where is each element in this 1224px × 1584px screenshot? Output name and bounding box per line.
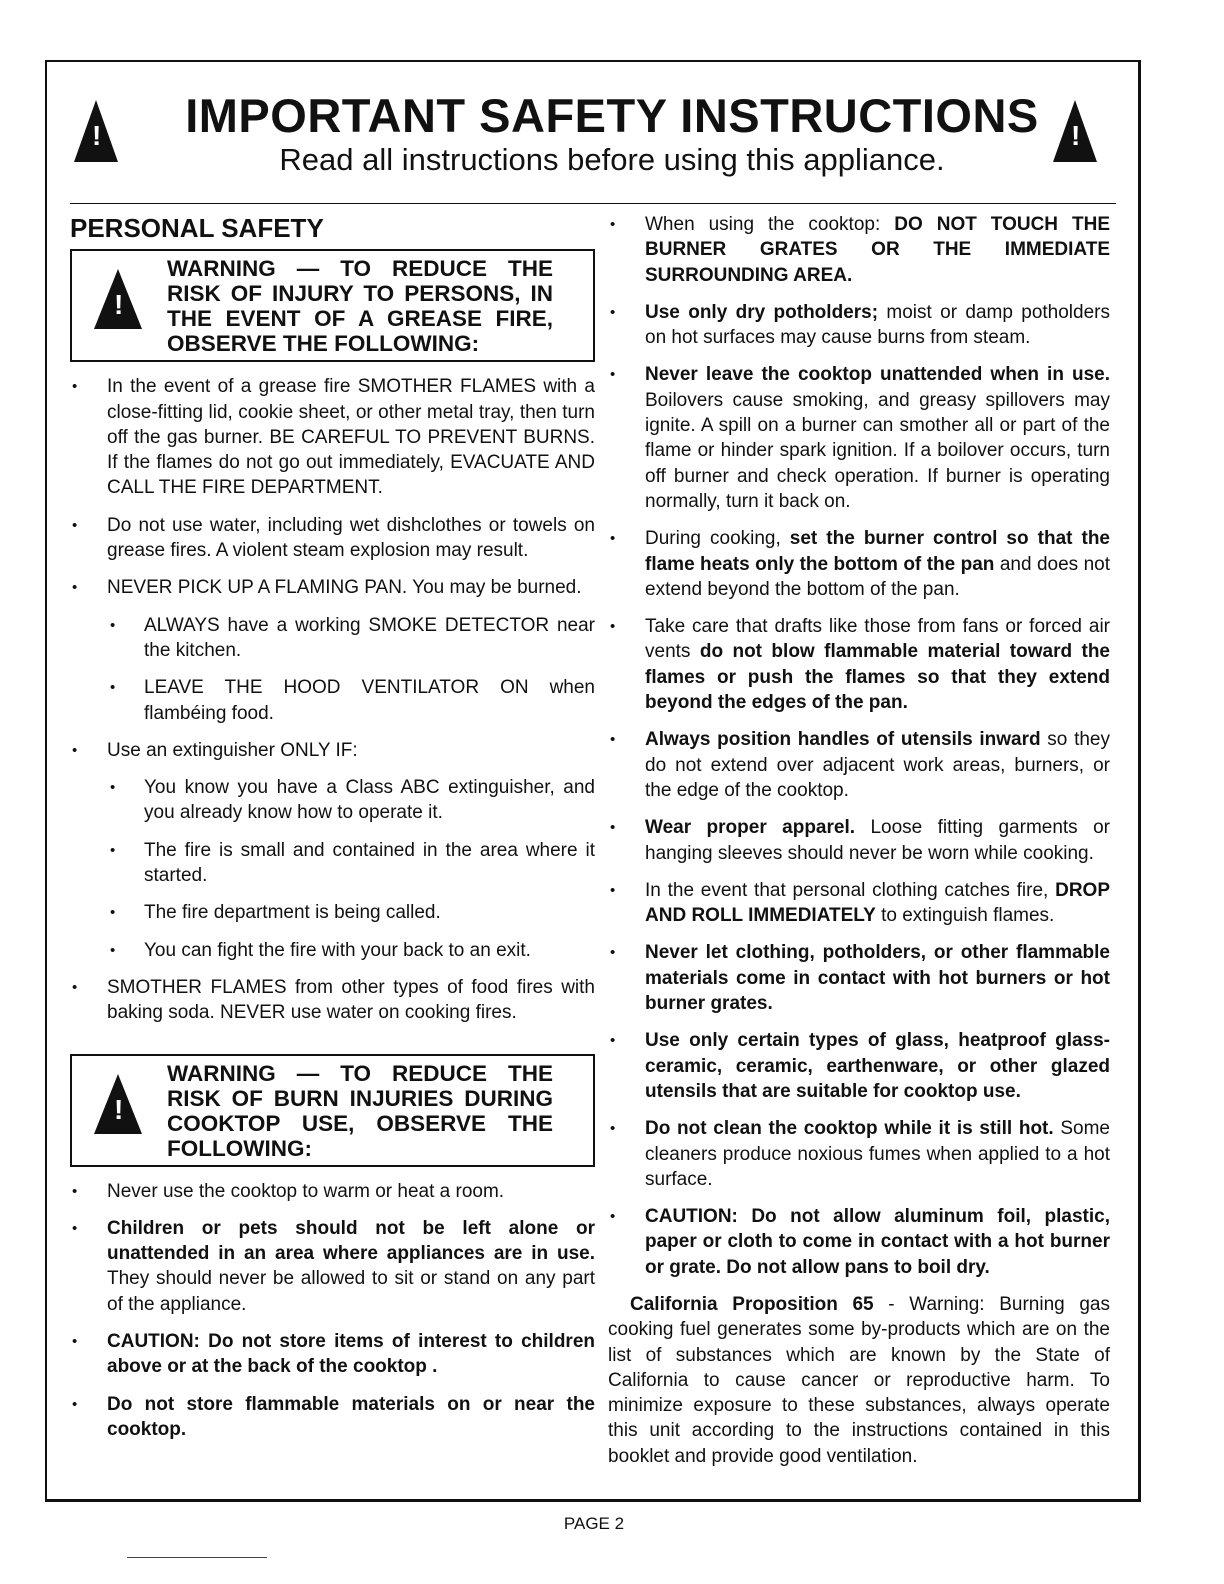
page-number: PAGE 2	[563, 1514, 625, 1533]
bold-text: DO NOT TOUCH THE BURNER GRATES OR THE IMMEDIATE SURROUNDING AREA.	[645, 214, 1110, 286]
bold-text: Children or pets should not be left alone or unattended in an area where appliances are in use.	[107, 1217, 595, 1265]
bold-text: Always position handles of utensils inward	[645, 729, 1041, 751]
text: In the event that personal clothing catches fire,	[645, 879, 1056, 901]
list-item	[608, 212, 1110, 288]
list-item	[70, 675, 595, 726]
text: You know you have a Class ABC extinguisher, and you already know how to operate it.	[144, 777, 595, 824]
warning-triangle-icon: !	[94, 269, 142, 329]
text: and does not extend beyond the bottom of the pan.	[645, 553, 1111, 600]
text: You can fight the fire with your back to an exit.	[144, 939, 531, 961]
text: The fire is small and contained in the area where it started.	[144, 839, 595, 887]
text: Use an extinguisher ONLY IF:	[107, 739, 358, 761]
warning-box-burn-injuries	[70, 1054, 595, 1167]
list-item	[70, 775, 595, 826]
list-item	[70, 1179, 595, 1204]
prop65-paragraph	[608, 1292, 1110, 1469]
list-item	[70, 900, 595, 925]
list-item	[70, 575, 595, 600]
bold-text: DROP AND ROLL IMMEDIATELY	[645, 879, 1110, 927]
text: The fire department is being called.	[144, 902, 441, 924]
list-item	[608, 614, 1110, 715]
text: Do not use water, including wet dishclothes or towels on grease fires. A violent steam explosion may result.	[107, 514, 595, 562]
bold-text: Wear proper apparel.	[645, 817, 856, 839]
bold-text: Use only dry potholders;	[645, 301, 879, 323]
bold-text: CAUTION: Do not store items of interest to children above or at the back of the cooktop .	[107, 1331, 595, 1378]
page-subtitle: Read all instructions before using this appliance.	[279, 142, 945, 177]
left-column	[70, 213, 595, 1454]
text: Take care that drafts like those from fans or forced air vents	[645, 616, 1110, 663]
text: They should never be allowed to sit or stand on any part of the appliance.	[107, 1268, 595, 1315]
bullet-list	[608, 212, 1110, 1280]
text: to extinguish flames.	[875, 905, 1055, 927]
text: SMOTHER FLAMES from other types of food fires with baking soda. NEVER use water on cooking fires.	[107, 976, 595, 1024]
page-title: IMPORTANT SAFETY INSTRUCTIONS	[185, 89, 1039, 142]
list-item	[608, 727, 1110, 803]
list-item	[70, 838, 595, 889]
list-item	[608, 362, 1110, 514]
list-item	[70, 738, 595, 763]
blue-line	[127, 1557, 267, 1558]
list-item	[70, 1216, 595, 1317]
bold-text: Use only certain types of glass, heatproof glass-ceramic, ceramic, earthenware, or other glazed utensils that are suitable for cooktop use.	[645, 1030, 1110, 1102]
list-item	[70, 1392, 595, 1443]
list-item	[608, 815, 1110, 866]
list-item	[70, 975, 595, 1026]
warning-triangle-icon: !	[1053, 100, 1097, 162]
section-heading: PERSONAL SAFETY	[70, 213, 324, 243]
prop65-text: - Warning: Burning gas cooking fuel generates some by-products which are on the list of substances which are known by the State of California to cause cancer or reproductive harm. To minimize exposure to these substances, always operate this unit according to the instructions contained in this booklet and provide good ventilation.	[608, 1293, 1110, 1467]
bold-text: Never leave the cooktop unattended when in use.	[645, 364, 1110, 386]
text: When using the cooktop:	[645, 214, 895, 235]
bold-text: CAUTION: Do not allow aluminum foil, plastic, paper or cloth to come in contact with a hot burner or grate. Do not allow pans to boil dry.	[645, 1206, 1110, 1278]
warning-text: WARNING — TO REDUCE THE RISK OF BURN INJURIES DURING COOKTOP USE, OBSERVE THE FOLLOWING:	[167, 1060, 553, 1161]
bullet-list	[70, 1179, 595, 1443]
text: Loose fitting garments or hanging sleeves should never be worn while cooking.	[645, 817, 1110, 864]
list-item	[70, 374, 595, 500]
bullet-list	[70, 374, 595, 1025]
list-item	[608, 526, 1110, 602]
bold-text: Never let clothing, potholders, or other flammable materials come in contact with hot burners or hot burner grates.	[645, 942, 1110, 1015]
bold-text: Do not store flammable materials on or near the cooktop.	[107, 1393, 595, 1440]
bold-text: set the burner control so that the flame heats only the bottom of the pan	[645, 528, 1110, 575]
list-item	[70, 938, 595, 963]
text: so they do not extend over adjacent work areas, burners, or the edge of the cooktop.	[645, 729, 1110, 801]
text: moist or damp potholders on hot surfaces may cause burns from steam.	[645, 301, 1110, 349]
list-item	[608, 300, 1110, 351]
text: NEVER PICK UP A FLAMING PAN. You may be burned.	[107, 577, 582, 599]
list-item	[608, 878, 1110, 929]
warning-box-grease-fire	[70, 249, 595, 362]
text: ALWAYS have a working SMOKE DETECTOR near the kitchen.	[144, 614, 595, 661]
bold-text: Do not clean the cooktop while it is still hot.	[645, 1118, 1054, 1140]
list-item	[608, 1204, 1110, 1280]
list-item	[608, 1116, 1110, 1192]
text: LEAVE THE HOOD VENTILATOR ON when flambéing food.	[144, 677, 595, 724]
text: Some cleaners produce noxious fumes when applied to a hot surface.	[645, 1118, 1110, 1190]
list-item	[70, 1329, 595, 1380]
text: In the event of a grease fire SMOTHER FLAMES with a close-fitting lid, cookie sheet, or other metal tray, then turn off the gas burner. BE CAREFUL TO PREVENT BURNS. If the flames do not go out immediately, EVACUATE AND CALL THE FIRE DEPARTMENT.	[107, 376, 595, 499]
text: Never use the cooktop to warm or heat a room.	[107, 1180, 505, 1202]
warning-text: WARNING — TO REDUCE THE RISK OF INJURY TO PERSONS, IN THE EVENT OF A GREASE FIRE, OBSERVE THE FOLLOWING:	[167, 256, 553, 357]
prop65-label: California Proposition 65	[630, 1293, 874, 1315]
text: During cooking,	[645, 528, 790, 550]
list-item	[608, 940, 1110, 1016]
bold-text: do not blow flammable material toward the flames or push the flames so that they extend beyond the edges of the pan.	[645, 641, 1110, 714]
list-item	[70, 513, 595, 564]
warning-triangle-icon: !	[74, 100, 118, 162]
right-column	[608, 212, 1110, 1469]
text: Boilovers cause smoking, and greasy spillovers may ignite. A spill on a burner can smother all or part of the flame or hinder spark ignition. If a boilover occurs, turn off burner and check operation. If burner is operating normally, turn it back on.	[645, 389, 1110, 512]
warning-triangle-icon: !	[94, 1074, 142, 1134]
divider	[70, 203, 1116, 204]
list-item	[70, 613, 595, 664]
list-item	[608, 1028, 1110, 1104]
